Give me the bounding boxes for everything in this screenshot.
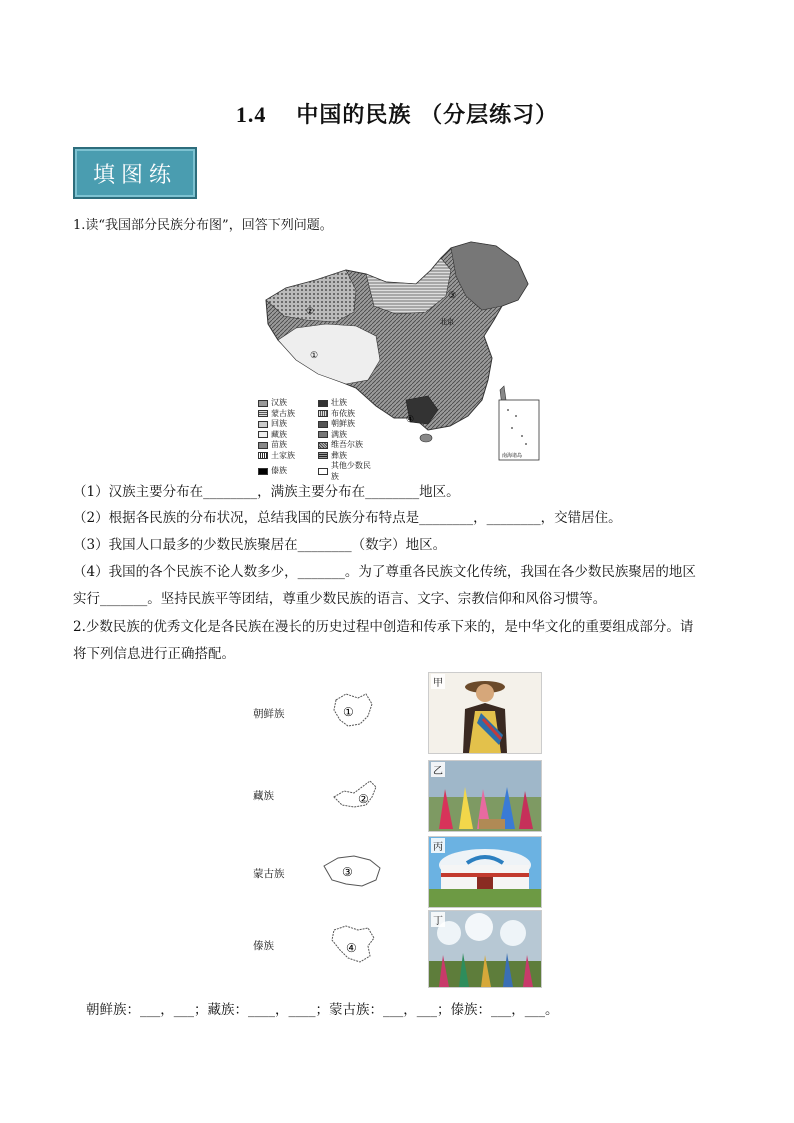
legend-swatch	[258, 421, 268, 428]
province-outline-1	[330, 690, 378, 732]
legend-label: 其他少数民族	[330, 461, 371, 481]
photo-tag: 乙	[431, 762, 445, 777]
q1-sub4a: （4）我国的各个民族不论人数多少，_______。为了尊重各民族文化传统，我国在各少数民族聚居的地区	[73, 564, 696, 580]
legend-label: 傣族	[271, 466, 287, 476]
q2-line2: 将下列信息进行正确搭配。	[73, 646, 235, 662]
inset-label: 南海诸岛	[502, 453, 523, 459]
map-marker: ④	[406, 415, 415, 425]
photo-mongolian-yurt	[428, 836, 542, 908]
legend-label: 土家族	[271, 450, 295, 460]
legend-swatch	[318, 421, 328, 428]
legend-swatch	[258, 452, 268, 459]
legend-swatch	[258, 410, 268, 417]
map-marker: ③	[448, 291, 457, 301]
q1-sub3: （3）我国人口最多的少数民族聚居在________（数字）地区。	[73, 537, 447, 553]
legend-swatch	[318, 431, 328, 438]
photo-tag: 丁	[431, 912, 445, 927]
q2-line1: 2.少数民族的优秀文化是各民族在漫长的历史过程中创造和传承下来的，是中华文化的重要组成部分。请	[73, 619, 694, 635]
legend-label: 壮族	[331, 398, 347, 407]
legend-label: 苗族	[271, 440, 287, 449]
people-label: 蒙古族	[253, 868, 285, 880]
svg-text:③: ③	[342, 865, 353, 879]
q2-answer-line: 朝鲜族：___，___；藏族：____，____；蒙古族：___，___；傣族：___，___。	[86, 1002, 559, 1018]
q1-prompt: 1.读“我国部分民族分布图”，回答下列问题。	[73, 218, 333, 233]
photo-dai-water-festival	[428, 910, 542, 988]
legend-swatch	[258, 400, 268, 407]
svg-text:①: ①	[343, 705, 354, 719]
map-marker: ①	[310, 351, 319, 361]
q1-sub2: （2）根据各民族的分布状况，总结我国的民族分布特点是________，________，交错居住。	[73, 510, 622, 526]
title-text: 中国的民族 （分层练习）	[296, 102, 559, 128]
province-outline-3	[320, 852, 384, 890]
section-badge: 填图练	[73, 147, 197, 199]
legend-swatch	[258, 442, 268, 449]
people-label: 朝鲜族	[253, 708, 285, 720]
legend-swatch	[318, 400, 328, 407]
legend-swatch	[318, 452, 328, 459]
legend-label: 满族	[331, 429, 347, 439]
svg-text:②: ②	[358, 792, 369, 806]
svg-text:④: ④	[346, 941, 357, 955]
q1-sub4b: 实行_______。坚持民族平等团结，尊重少数民族的语言、文字、宗教信仰和风俗习惯等。	[73, 591, 607, 607]
legend-label: 布依族	[331, 408, 355, 418]
photo-korean-dance	[428, 760, 542, 832]
photo-tag: 甲	[431, 674, 445, 689]
map-marker: ②	[306, 307, 315, 317]
legend-label: 蒙古族	[271, 408, 295, 418]
people-label: 傣族	[253, 940, 274, 952]
people-label: 藏族	[253, 790, 274, 802]
legend-swatch	[258, 468, 268, 475]
beijing-label: 北京	[440, 318, 454, 326]
q1-sub1: （1）汉族主要分布在________，满族主要分布在________地区。	[73, 484, 460, 500]
page-title	[0, 98, 794, 129]
legend-swatch	[318, 442, 328, 449]
legend-swatch	[318, 468, 328, 475]
legend-swatch	[318, 410, 328, 417]
legend-label: 维吾尔族	[331, 440, 363, 449]
province-outline-2	[330, 775, 380, 813]
legend-label: 朝鲜族	[331, 419, 355, 428]
legend-label: 藏族	[271, 429, 287, 439]
legend-swatch	[258, 431, 268, 438]
province-outline-4	[328, 922, 378, 966]
section-number: 1.4	[235, 102, 267, 127]
legend-label: 回族	[271, 419, 287, 428]
map-legend	[258, 398, 378, 482]
photo-tag: 丙	[431, 838, 445, 853]
photo-tibetan-person	[428, 672, 542, 754]
legend-label: 汉族	[271, 398, 287, 407]
legend-label: 彝族	[331, 450, 347, 460]
